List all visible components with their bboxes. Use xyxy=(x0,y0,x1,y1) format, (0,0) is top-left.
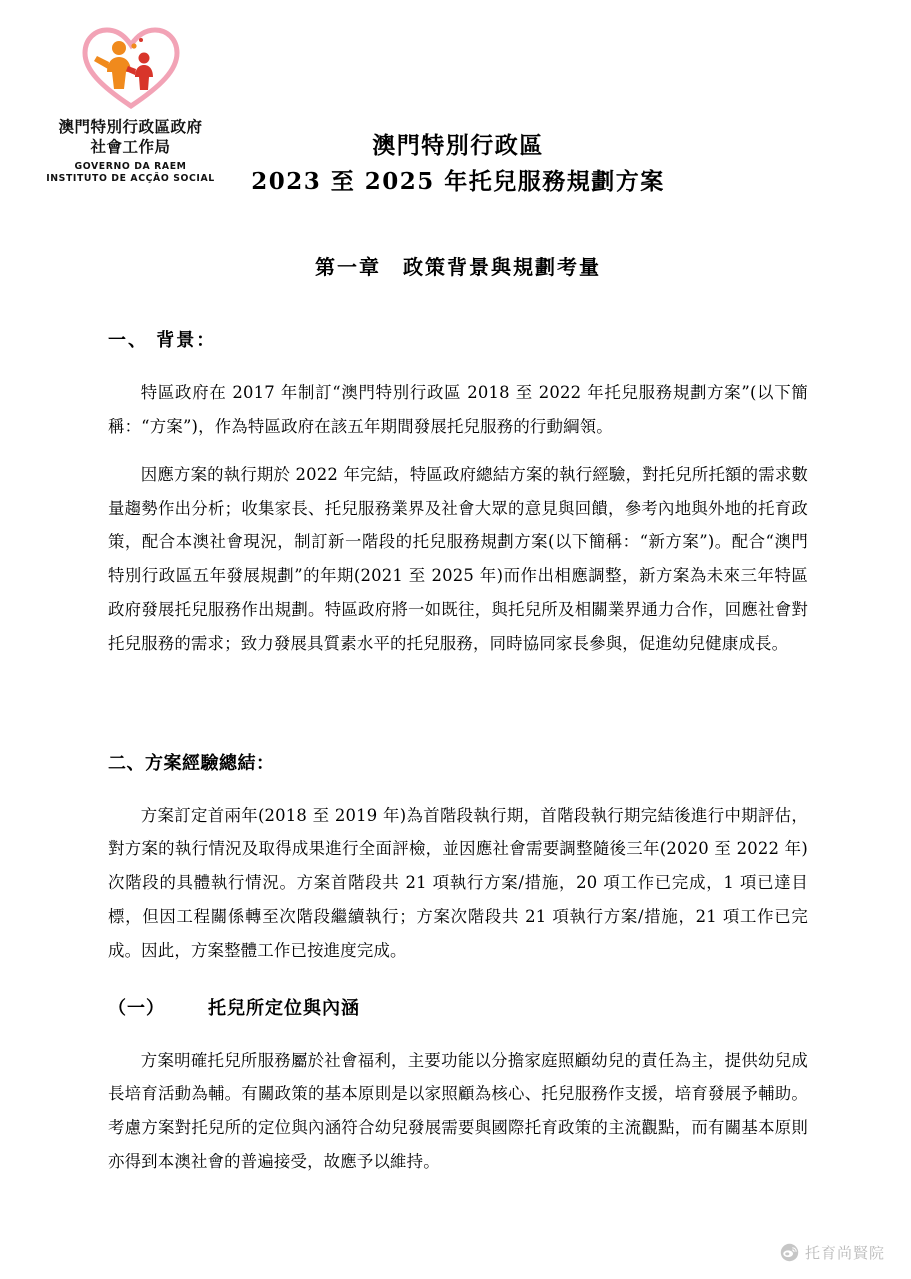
weibo-icon xyxy=(780,1243,799,1262)
logo-org-name-pt-line1: GOVERNO DA RAEM xyxy=(74,160,187,172)
logo-org-name-pt-line2: INSTITUTO DE ACÇÃO SOCIAL xyxy=(46,173,215,185)
section-1-paragraph-1: 特區政府在 2017 年制訂“澳門特別行政區 2018 至 2022 年托兒服務規劃方案”(以下簡稱：“方案”)，作為特區政府在該五年期間發展托兒服務的行動綱領。 xyxy=(108,383,808,437)
document-title xyxy=(108,128,808,199)
watermark xyxy=(780,1242,885,1263)
subsection-heading-1 xyxy=(108,994,808,1020)
watermark-text: 托育尚賢院 xyxy=(804,1244,885,1262)
subsection-number: （一） xyxy=(108,997,165,1019)
section-heading-1: 一、 背景： xyxy=(108,330,217,352)
section-1-paragraph-2: 因應方案的執行期於 2022 年完結，特區政府總結方案的執行經驗，對托兒所托額的需求數量趨勢作出分析；收集家長、托兒服務業界及社會大眾的意見與回饋，參考內地與外地的托育政策，配合本澳社會現況，制訂新一階段的托兒服務規劃方案(以下簡稱：“新方案”)。配合“澳門特別行政區五年發展規劃”的年期(2021 至 2025 年)而作出相應調整，新方案為未來三年特區政府發展托兒服務作出規劃。特區政府將一如既往，與托兒所及相關業界通力合作，回應社會對托兒服務的需求；致力發展具質素水平的托兒服務，同時協同家長參與，促進幼兒健康成長。 xyxy=(108,464,808,653)
document-title-line1: 澳門特別行政區 xyxy=(372,132,544,159)
document-body xyxy=(108,128,808,1179)
heart-with-children-logo xyxy=(75,22,187,110)
subsection-title: 托兒所定位與內涵 xyxy=(208,997,360,1019)
document-title-line2: 2023 至 2025 年托兒服務規劃方案 xyxy=(251,167,665,195)
subsection-1-paragraph-1: 方案明確托兒所服務屬於社會福利，主要功能以分擔家庭照顧幼兒的責任為主，提供幼兒成長培育活動為輔。有關政策的基本原則是以家照顧為核心、托兒服務作支援，培育發展予輔助。考慮方案對托兒所的定位與內涵符合幼兒發展需要與國際托育政策的主流觀點，而有關基本原則亦得到本澳社會的普遍接受，故應予以維持。 xyxy=(108,1050,808,1172)
section-spacer xyxy=(108,661,808,703)
logo-org-name-cn-line2: 社會工作局 xyxy=(90,137,171,156)
logo-org-name-cn-line1: 澳門特別行政區政府 xyxy=(58,118,203,136)
chapter-heading: 第一章 政策背景與規劃考量 xyxy=(315,255,601,280)
section-heading-2: 二、方案經驗總結： xyxy=(108,752,275,774)
section-2-paragraph-1: 方案訂定首兩年(2018 至 2019 年)為首階段執行期，首階段執行期完結後進行中期評估，對方案的執行情況及取得成果進行全面評檢，並因應社會需要調整隨後三年(2020 至 2022 年)次階段的具體執行情況。方案首階段共 21 項執行方案/措施，20 項工作已完成，1 項已達目標，但因工程關係轉至次階段繼續執行；方案次階段共 21 項執行方案/措施，21 項工作已完成。因此，方案整體工作已按進度完成。 xyxy=(108,805,808,960)
